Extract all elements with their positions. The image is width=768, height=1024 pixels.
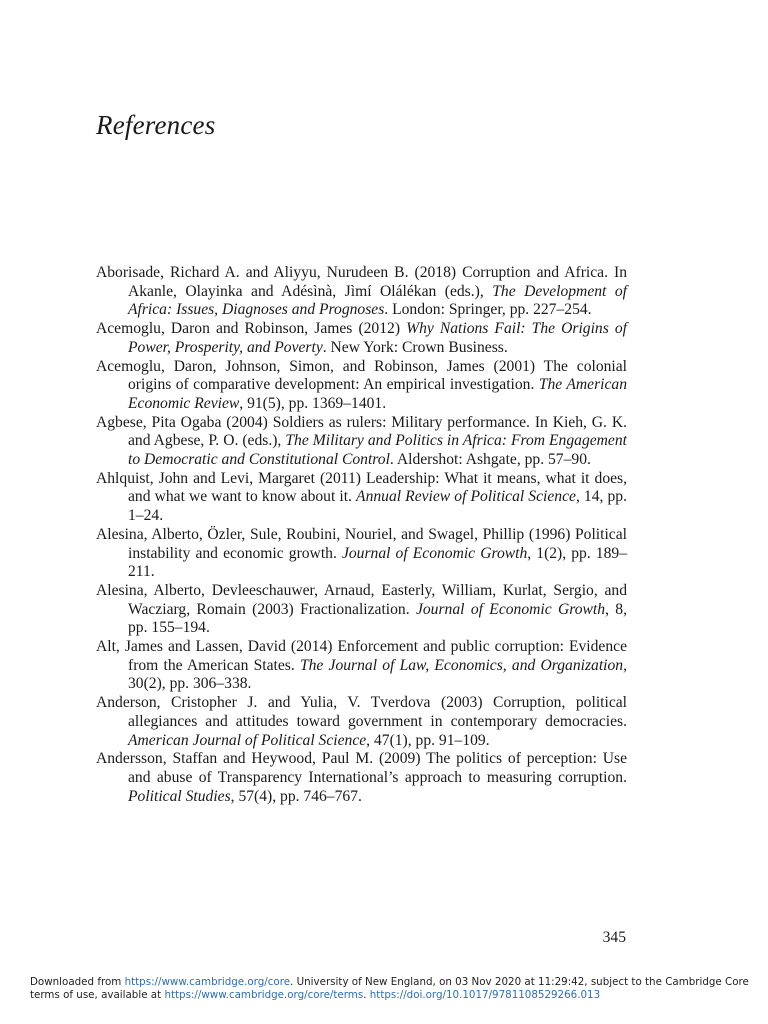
reference-title: Political Studies — [128, 787, 231, 805]
footer-line-1: Downloaded from https://www.cambridge.org/core. University of New England, on 03 Nov 2020 at 11:29:42, subject to the Cambridge Core — [30, 976, 749, 988]
reference-entry: Alesina, Alberto, Devleeschauwer, Arnaud, Easterly, William, Kurlat, Sergio, and Wacziarg, Romain (2003) Fractionalization. Journal of Economic Growth, 8, pp. 155–194. — [96, 581, 627, 637]
reference-entry: Ahlquist, John and Levi, Margaret (2011) Leadership: What it means, what it does, and what we want to know about it. Annual Review of Political Science, 14, pp. 1–24. — [96, 469, 628, 525]
reference-entry: Agbese, Pita Ogaba (2004) Soldiers as rulers: Military performance. In Kieh, G. K. and Agbese, P. O. (eds.), The Military and Politics in Africa: From Engagement to Democratic and Constitutional Control. Aldershot: Ashgate, pp. 57–90. — [96, 413, 627, 469]
page-number: 345 — [602, 929, 626, 946]
reference-title: The Military and Politics in Africa: From Engagement to Democratic and Constitutional Control — [128, 432, 627, 469]
footer-line-2: terms of use, available at https://www.cambridge.org/core/terms. https://doi.org/10.1017/9781108529266.013 — [30, 989, 601, 1001]
reference-title: Journal of Economic Growth — [341, 544, 528, 562]
doi-link[interactable]: https://doi.org/10.1017/9781108529266.013 — [369, 989, 601, 1001]
reference-list — [96, 264, 627, 806]
reference-title: Why Nations Fail: The Origins of Power, Prosperity, and Poverty — [128, 320, 627, 356]
terms-link[interactable]: https://www.cambridge.org/core/terms — [164, 989, 364, 1001]
reference-entry: Acemoglu, Daron, Johnson, Simon, and Robinson, James (2001) The colonial origins of comparative development: An empirical investigation. The American Economic Review, 91(5), pp. 1369–1401. — [96, 357, 627, 412]
reference-entry: Alesina, Alberto, Özler, Sule, Roubini, Nouriel, and Swagel, Phillip (1996) Political instability and economic growth. Journal of Economic Growth, 1(2), pp. 189–211. — [96, 525, 627, 581]
reference-title: The American Economic Review — [128, 376, 627, 412]
cambridge-core-link[interactable]: https://www.cambridge.org/core — [124, 976, 291, 988]
download-footer — [30, 976, 750, 1002]
reference-entry: Anderson, Cristopher J. and Yulia, V. Tverdova (2003) Corruption, political allegiances and attitudes toward government in contemporary democracies. American Journal of Political Science, 47(1), pp. 91–109. — [96, 694, 627, 749]
page-title: References — [96, 110, 216, 140]
reference-title: The Journal of Law, Economics, and Organization — [299, 656, 624, 674]
reference-title: American Journal of Political Science — [128, 731, 367, 749]
reference-entry: Aborisade, Richard A. and Aliyyu, Nurudeen B. (2018) Corruption and Africa. In Akanle, Olayinka and Adésìnà, Jìmí Olálékan (eds.), The Development of Africa: Issues, Diagnoses and Prognoses. London: Springer, pp. 227–254. — [96, 264, 627, 319]
reference-title: Annual Review of Political Science — [356, 488, 576, 506]
reference-entry: Andersson, Staffan and Heywood, Paul M. (2009) The politics of perception: Use and abuse of Transparency International’s approach to measuring corruption. Political Studies, 57(4), pp. 746–767. — [96, 750, 627, 805]
reference-entry: Acemoglu, Daron and Robinson, James (2012) Why Nations Fail: The Origins of Power, Prosperity, and Poverty. New York: Crown Business. — [96, 320, 627, 356]
reference-entry: Alt, James and Lassen, David (2014) Enforcement and public corruption: Evidence from the American States. The Journal of Law, Economics, and Organization, 30(2), pp. 306–338. — [96, 638, 627, 693]
reference-title: Journal of Economic Growth — [415, 600, 606, 618]
reference-title: The Development of Africa: Issues, Diagnoses and Prognoses — [128, 282, 627, 319]
